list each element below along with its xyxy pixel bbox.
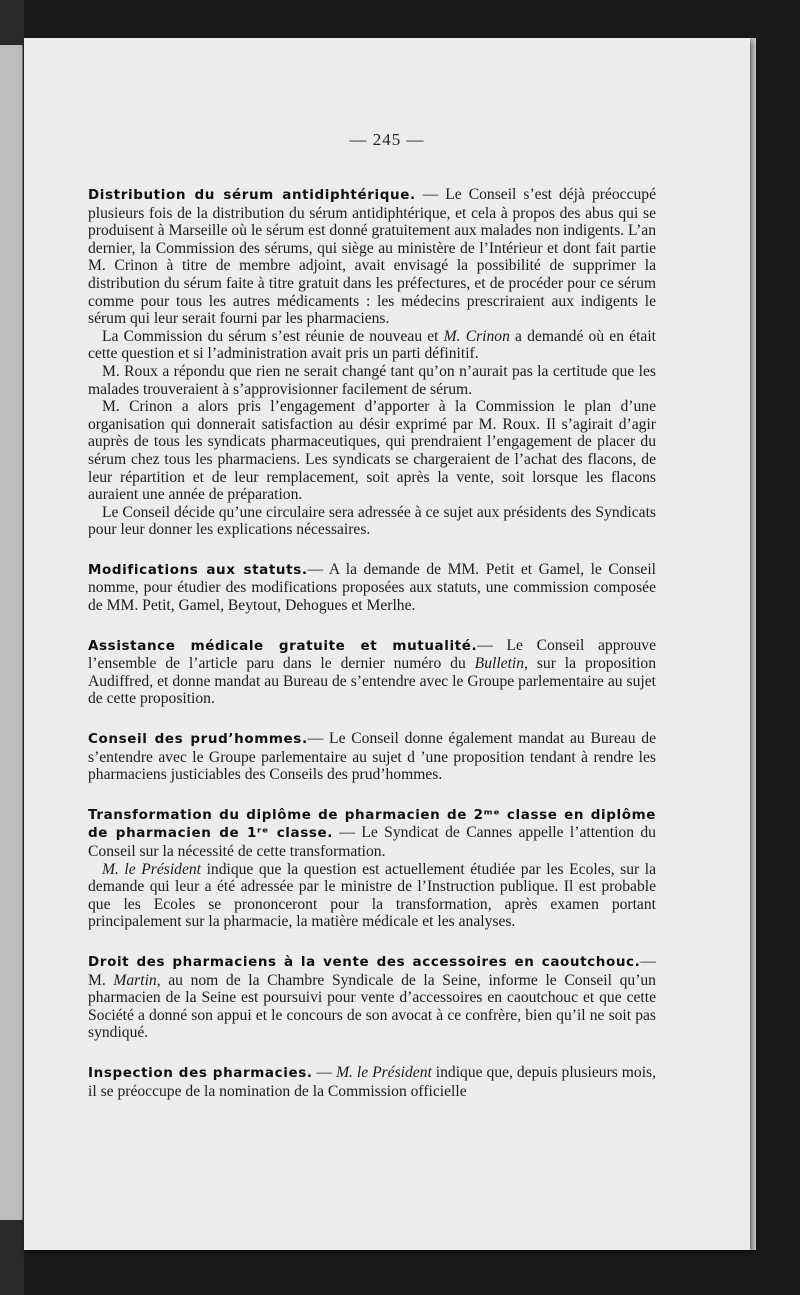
text-run: — Le Conseil s’est déjà préoccupé plusieurs fois de la distribution du sérum antidiphtérique, et cela à propos des abus qui se produisent à Marseille où le sérum est donné gratuitement aux malades non indigents. L’an dernier, la Commission des sérums, qui siège au ministère de l’Intérieur et dont fait partie M. Crinon à titre de membre adjoint, avait envisagé la possibilité de supprimer la distribution du sérum faite à titre gratuit dans les préfectures, et de procéder pour ce sérum comme pour tous les autres médicaments : les médecins prescriraient aux indigents le sérum qui leur serait fourni par les pharmaciens.	[88, 186, 657, 328]
section	[88, 637, 656, 708]
text-run: — Le Conseil donne également mandat au Bureau de s’entendre avec le Groupe parlementaire au sujet d ’une proposition tendant à rendre les pharmaciens justiciables des Conseils des prud’hommes.	[88, 730, 656, 784]
text-run: La Commission du sérum s’est réunie de nouveau et	[102, 327, 444, 345]
paragraph	[88, 504, 656, 539]
text-run: , sur la proposition Audiffred, et donne mandat au Bureau de s’entendre avec le Groupe parlementaire au sujet de cette proposition.	[88, 655, 657, 708]
section-heading: Assistance médicale gratuite et mutualité.	[88, 637, 478, 654]
section	[88, 953, 656, 1042]
paragraph	[88, 398, 656, 504]
text-run: a demandé où en était cette question et si l’administration avait pris un parti définitif.	[88, 327, 656, 363]
book-page	[24, 38, 750, 1250]
text-run: M. Crinon a alors pris l’engagement d’apporter à la Commission le plan d’une organisation qui donnerait satisfaction au désir exprimé par M. Roux. Il s’agirait d’agir auprès de tous les syndicats pharmaceutiques, qui prendraient l’engagement de placer du sérum chez tous les pharmaciens. Les syndicats se chargeraient de l’achat des flacons, de leur répartition et de leur remplacement, soit après la vente, soit lorsque les flacons auraient une année de préparation.	[88, 398, 656, 504]
italic-text: M. Crinon	[443, 327, 510, 345]
paragraph	[88, 363, 656, 398]
text-run: indique que la question est actuellement étudiée par les Ecoles, sur la demande qui leur a été adressée par le ministre de l’Instruction publique. Il est probable que les Ecoles se prononceront pour la transformation, après examen portant principalement sur la pharmacie, la matière médicale et les analyses.	[88, 860, 657, 931]
section-heading: Droit des pharmaciens à la vente des accessoires en caoutchouc.	[88, 953, 641, 970]
page-body	[88, 186, 656, 1100]
section-lead-paragraph	[88, 561, 656, 615]
italic-text: Martin	[113, 971, 157, 989]
text-run: M. Roux a répondu que rien ne serait changé tant qu’on n’aurait pas la certitude que les malades trouveraient à s’approvisionner facilement de sérum.	[88, 362, 656, 398]
paragraph	[88, 328, 656, 363]
paragraph	[88, 861, 656, 931]
text-run: —	[312, 1063, 337, 1081]
section-heading: Conseil des prud’hommes.	[88, 731, 308, 748]
section-lead-paragraph	[88, 730, 656, 784]
text-run: — Le Syndicat de Cannes appelle l’attention du Conseil sur la nécessité de cette transformation.	[88, 824, 656, 860]
section-heading: Distribution du sérum antidiphtérique.	[88, 187, 416, 203]
previous-page-edge	[0, 45, 23, 1220]
text-run: indique que, depuis plusieurs mois, il se préoccupe de la nomination de la Commission officielle	[88, 1063, 657, 1100]
text-run: Le Conseil décide qu’une circulaire sera adressée à ce sujet aux présidents des Syndicats pour leur donner les explications nécessaires.	[88, 503, 656, 539]
section-lead-paragraph	[88, 637, 656, 708]
section	[88, 730, 656, 784]
italic-text: M. le Président	[102, 860, 202, 878]
section-lead-paragraph	[88, 186, 656, 328]
section	[88, 806, 656, 931]
italic-text: M. le Président	[336, 1063, 432, 1081]
italic-text: Bulletin	[474, 655, 525, 673]
text-run: — M.	[88, 952, 656, 989]
section-heading: Inspection des pharmacies.	[88, 1064, 313, 1081]
section	[88, 186, 656, 539]
section-lead-paragraph	[88, 953, 656, 1042]
section-heading: Modifications aux statuts.	[88, 561, 308, 578]
section	[88, 561, 656, 615]
section-lead-paragraph	[88, 806, 656, 861]
text-run: — A la demande de MM. Petit et Gamel, le Conseil nomme, pour étudier des modifications proposées aux statuts, une commission composée de MM. Petit, Gamel, Beytout, Dehogues et Merlhe.	[88, 560, 657, 615]
text-run: , au nom de la Chambre Syndicale de la Seine, informe le Conseil qu’un pharmacien de la Seine est poursuivi pour vente d’accessoires en caoutchouc et que cette Société a donné son appui et le concours de son avocat à ce confrère, bien qu’il ne soit pas syndiqué.	[88, 971, 656, 1042]
section-heading: Transformation du diplôme de pharmacien de 2ᵐᵉ classe en diplôme de pharmacien de 1ʳᵉ classe.	[88, 806, 656, 842]
page-number: — 245 —	[349, 130, 425, 149]
section-lead-paragraph	[88, 1064, 656, 1100]
section	[88, 1064, 656, 1100]
text-run: — Le Conseil approuve l’ensemble de l’article paru dans le dernier numéro du	[88, 636, 657, 673]
